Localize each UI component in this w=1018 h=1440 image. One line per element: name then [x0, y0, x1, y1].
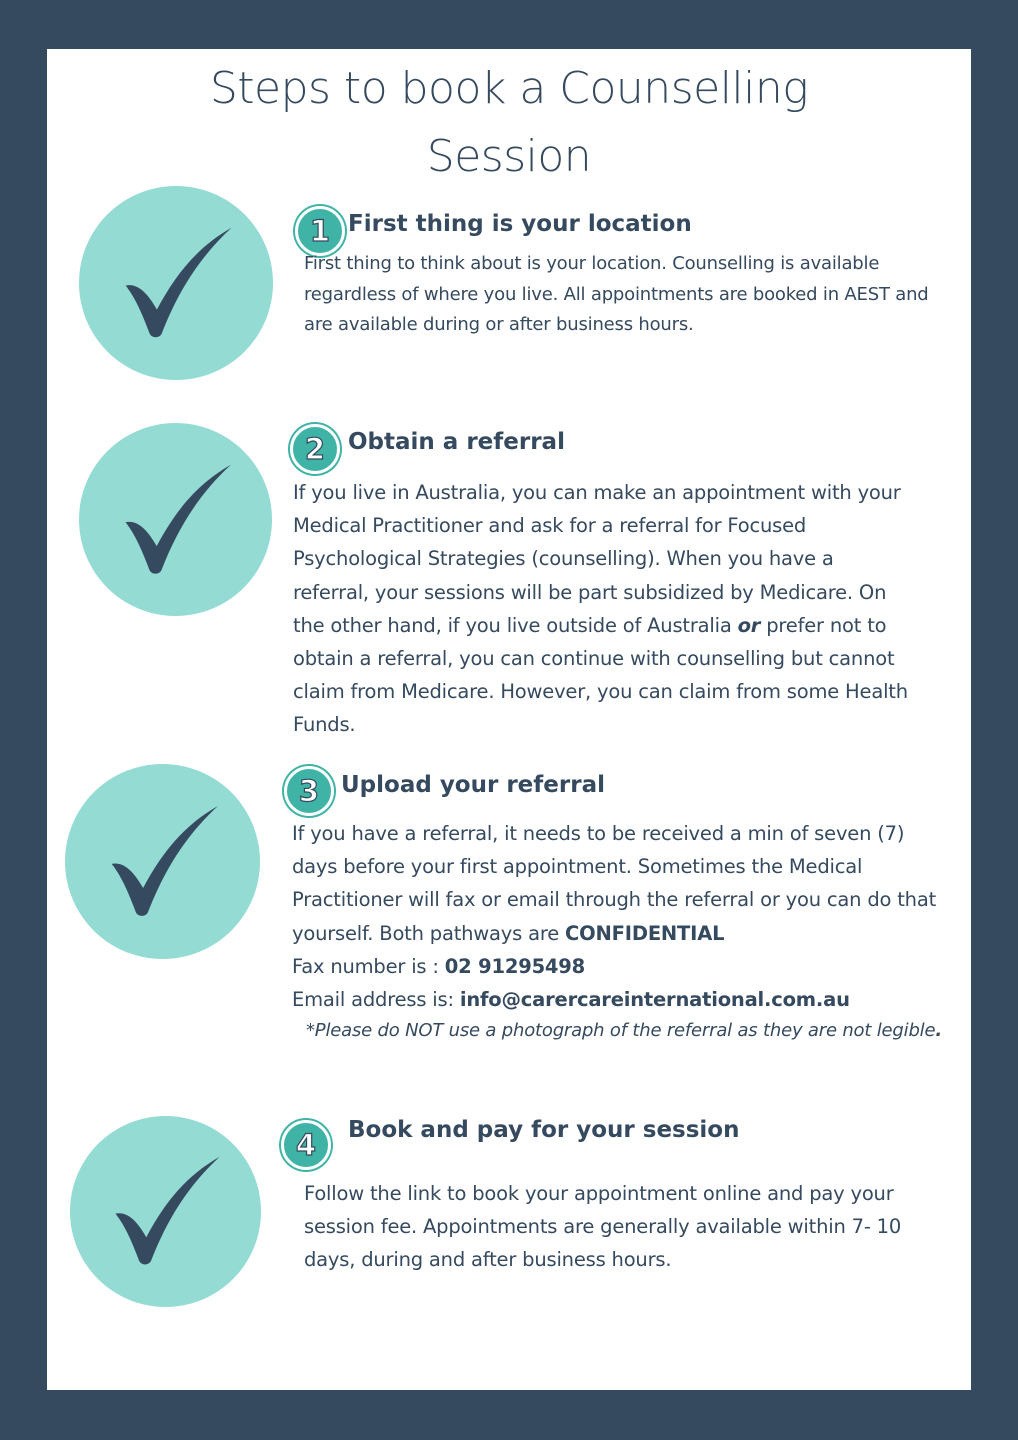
checkmark-icon	[70, 1116, 261, 1307]
email-label: Email address is:	[292, 988, 460, 1012]
step-3-text	[292, 817, 942, 1046]
step-4-heading: Book and pay for your session	[348, 1117, 740, 1143]
page-title-line-1: Steps to book a Counselling	[209, 63, 809, 114]
step-3-confidential: CONFIDENTIAL	[565, 921, 725, 945]
step-3-note-text: *Please do NOT use a photograph of the referral as they are not legible	[306, 1020, 936, 1042]
step-1-heading: First thing is your location	[348, 211, 692, 237]
step-3-heading: Upload your referral	[341, 772, 605, 798]
step-2-text-part-1: If you live in Australia, you can make an appointment with your Medical Practitioner and ask for a referral for Focused Psychological Strategies (counselling). When you have a referral, your sessions will be part subsidized by Medicare. On the other hand, if you live outside of Australia	[293, 481, 901, 637]
step-2-emphasis: or	[737, 613, 761, 637]
step-2-text	[293, 476, 913, 742]
step-4-number-badge-icon: 4	[281, 1120, 331, 1170]
step-1-number-badge-icon: 1	[295, 206, 345, 256]
step-1-text: First thing to think about is your location. Counselling is available regardless of where you live. All appointments are booked in AEST and are available during or after business hours.	[304, 253, 929, 335]
step-3-number-badge-icon: 3	[284, 766, 334, 816]
fax-label: Fax number is :	[292, 954, 445, 978]
email-address: info@carercareinternational.com.au	[459, 988, 850, 1012]
step-3-note-end: .	[935, 1020, 942, 1042]
step-3-note	[306, 1016, 942, 1046]
step-3-text-body: If you have a referral, it needs to be received a min of seven (7) days before your first appointment. Sometimes the Medical Practitioner will fax or email through the referral or you can do that yourself. Both pathways are	[292, 822, 937, 945]
checkmark-icon	[65, 764, 260, 959]
fax-number: 02 91295498	[444, 954, 586, 978]
page-title	[47, 55, 971, 191]
document-page	[47, 49, 971, 1390]
step-2-text-part-2: prefer not to obtain a referral, you can continue with counselling but cannot claim from Medicare. However, you can claim from some Health Funds.	[293, 613, 908, 737]
step-2-number-badge-icon: 2	[290, 424, 340, 474]
checkmark-icon	[79, 423, 272, 616]
step-4-text: Follow the link to book your appointment online and pay your session fee. Appointments are generally available within 7- 10 days, during and after business hours.	[304, 1182, 902, 1272]
step-2-heading: Obtain a referral	[348, 429, 565, 455]
checkmark-icon	[79, 186, 273, 380]
page-title-line-2: Session	[426, 131, 592, 182]
